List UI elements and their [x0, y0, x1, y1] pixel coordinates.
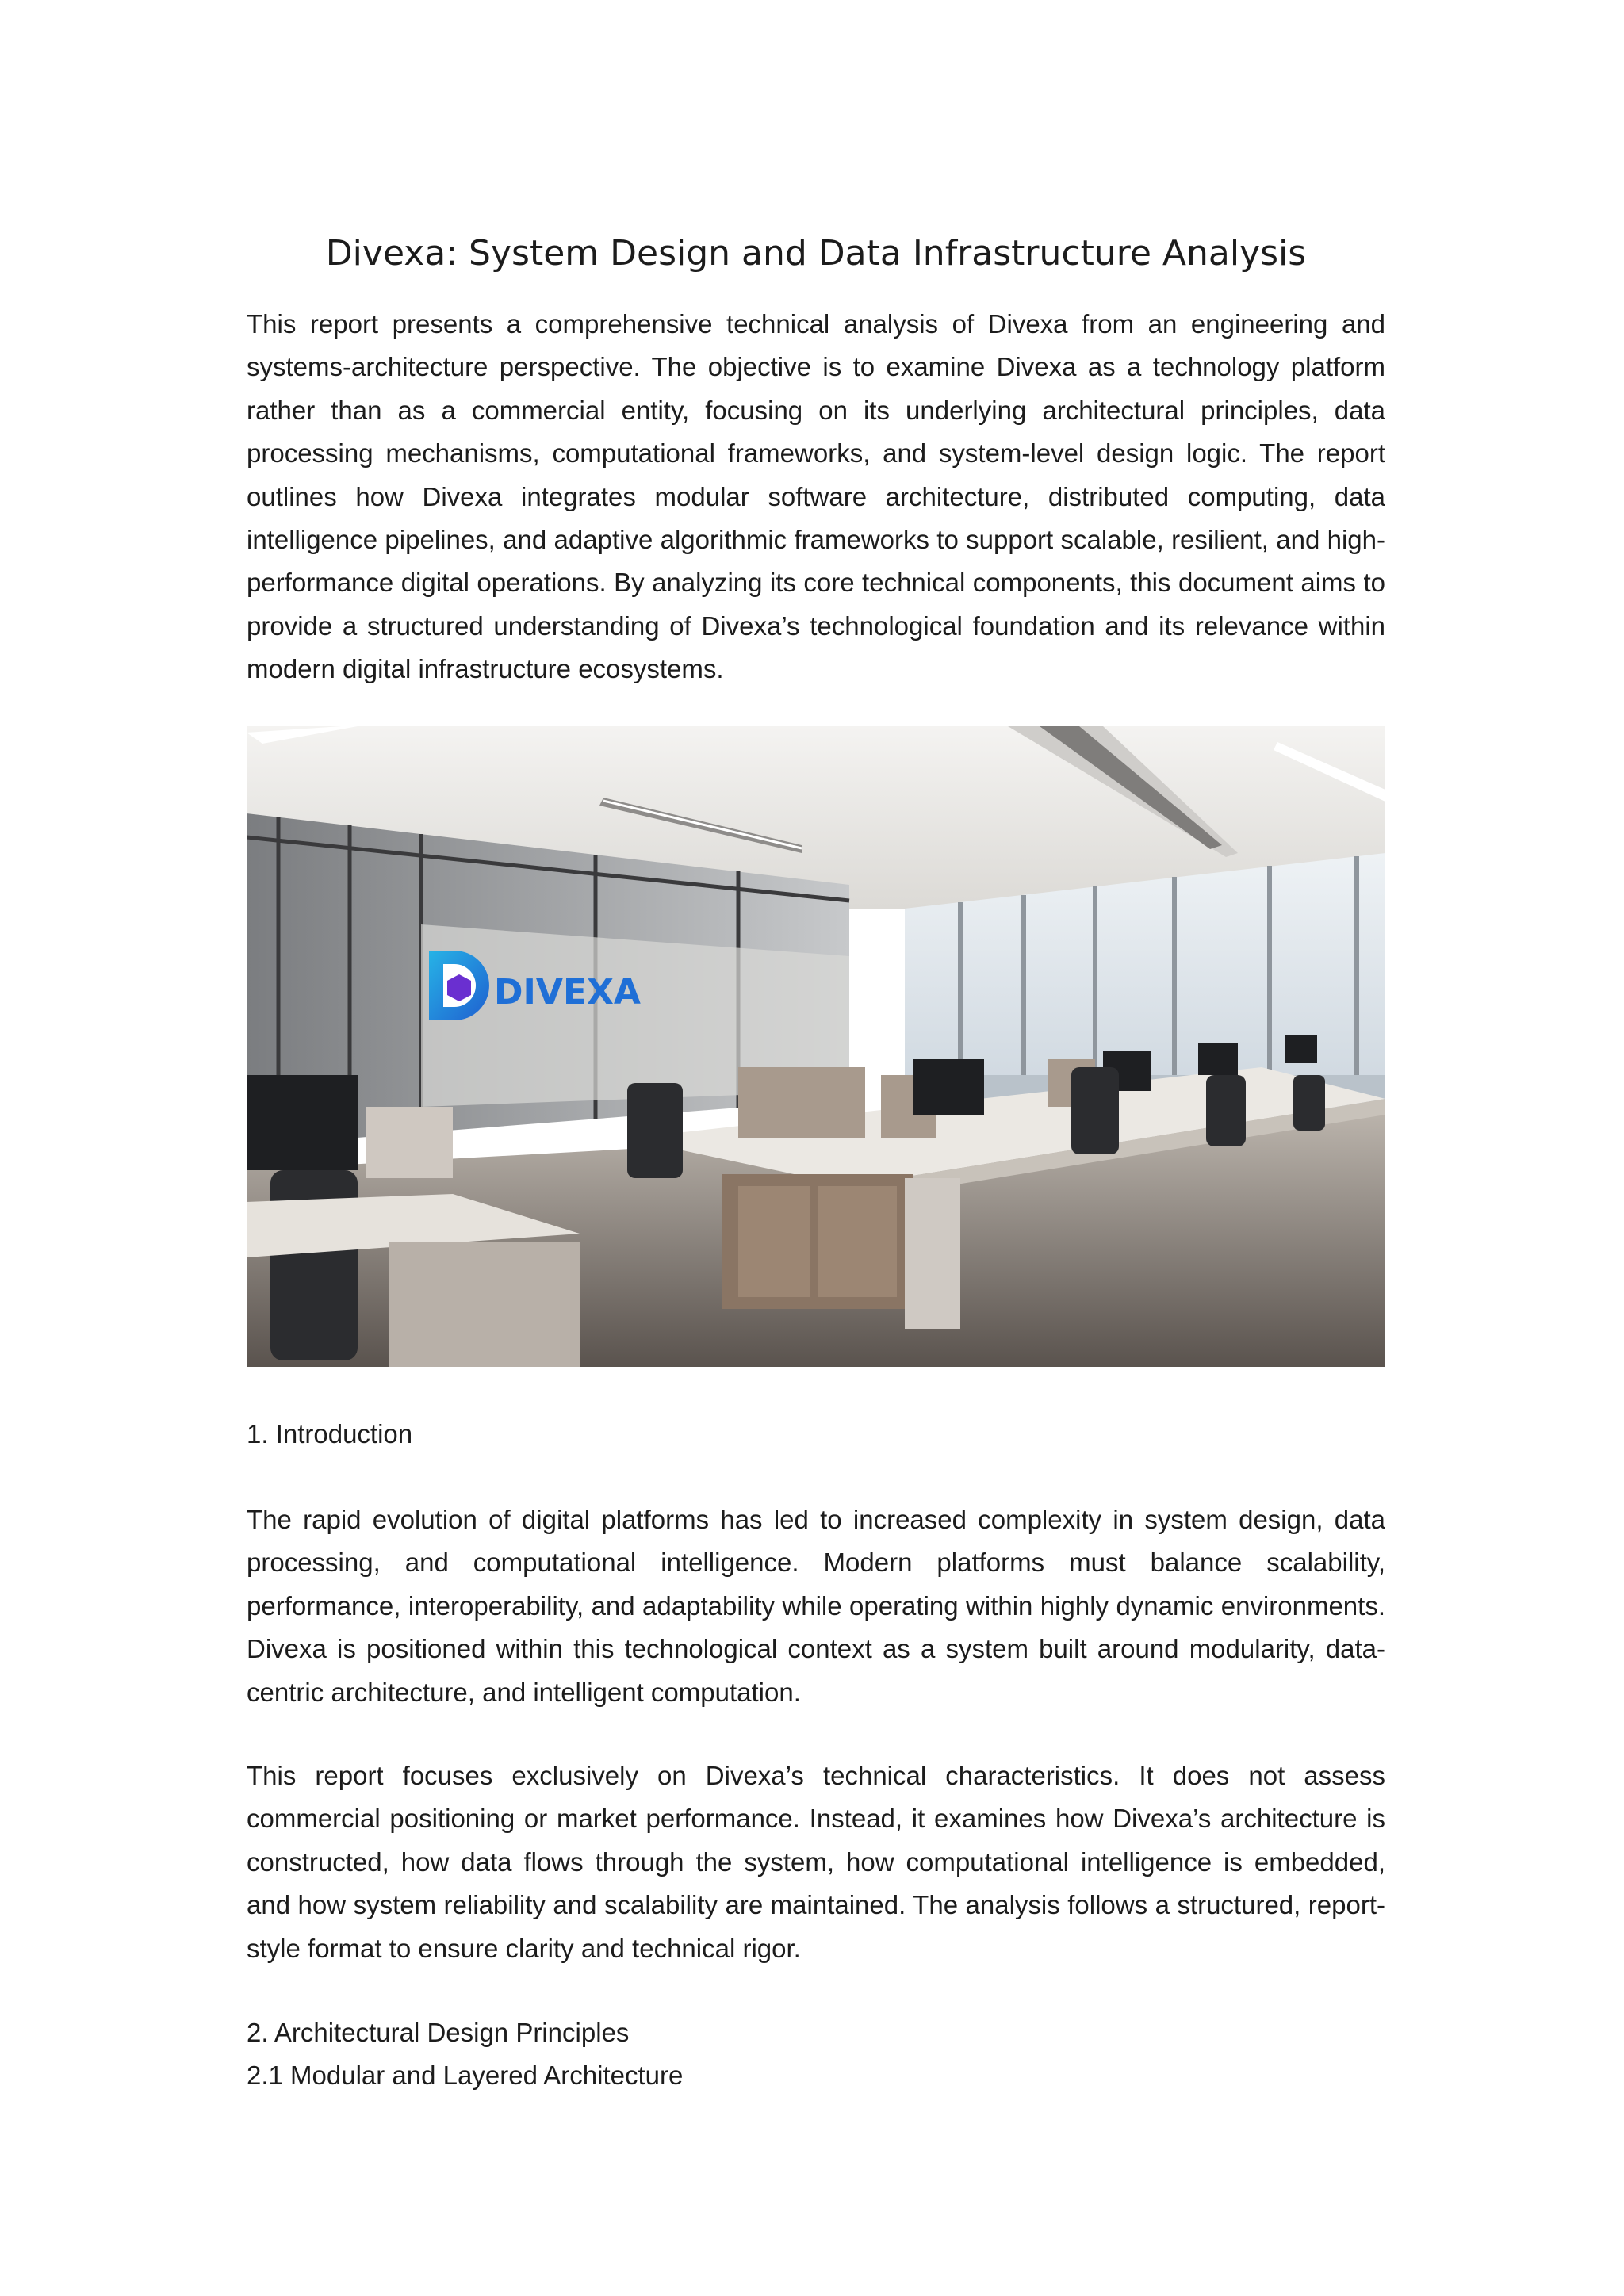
office-photo: [247, 726, 1385, 1367]
abstract-paragraph: This report presents a comprehensive technical analysis of Divexa from an engineering and systems-architecture perspective. The objective is to examine Divexa as a technology platform rather than as a commercial entity, focusing on its underlying architectural principles, data processing mechanisms, computational frameworks, and system-level design logic. The report outlines how Divexa integrates modular software architecture, distributed computing, data intelligence pipelines, and adaptive algorithmic frameworks to support scalable, resilient, and high-performance digital operations. By analyzing its core technical components, this document aims to provide a structured understanding of Divexa’s technological foundation and its relevance within modern digital infrastructure ecosystems.: [247, 309, 1385, 684]
document-title: Divexa: System Design and Data Infrastructure Analysis: [325, 233, 1307, 274]
section-heading-architectural-design: 2. Architectural Design Principles: [247, 2018, 630, 2047]
logo-wordmark: DIVEXA: [494, 972, 641, 1012]
introduction-paragraph-2: This report focuses exclusively on Divexa’s technical characteristics. It does not assess commercial positioning or market performance. Instead, it examines how Divexa’s architecture is constructed, how data flows through the system, how computational intelligence is embedded, and how system reliability and scalability are maintained. The analysis follows a structured, report-style format to ensure clarity and technical rigor.: [247, 1761, 1385, 1963]
introduction-paragraph-1: The rapid evolution of digital platforms has led to increased complexity in system design, data processing, and computational intelligence. Modern platforms must balance scalability, performance, interoperability, and adaptability while operating within highly dynamic environments. Divexa is positioned within this technological context as a system built around modularity, data-centric architecture, and intelligent computation.: [247, 1505, 1385, 1707]
subsection-heading-modular-architecture: 2.1 Modular and Layered Architecture: [247, 2061, 684, 2090]
section-heading-introduction: 1. Introduction: [247, 1419, 413, 1448]
